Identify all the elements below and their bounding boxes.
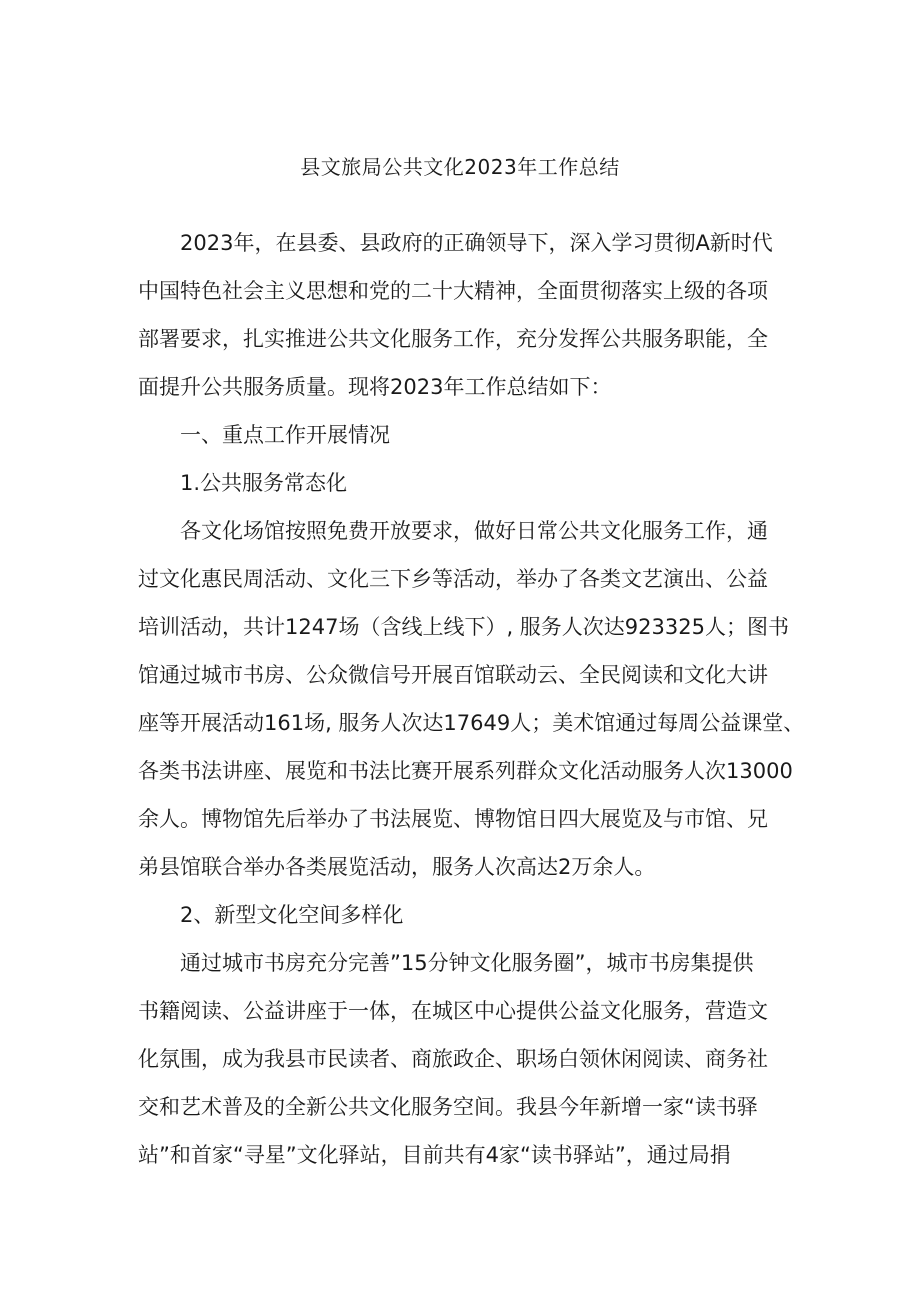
document-title: 县文旅局公共文化2023年工作总结 — [300, 155, 620, 179]
paragraph-line: 中国特色社会主义思想和党的二十大精神，全面贯彻落实上级的各项 — [138, 279, 768, 303]
paragraph-line: 培训活动，共计1247场（含线上线下）, 服务人次达923325人；图书 — [138, 615, 789, 639]
paragraph-line: 面提升公共服务质量。现将2023年工作总结如下： — [138, 375, 612, 399]
paragraph-line: 余人。博物馆先后举办了书法展览、博物馆日四大展览及与市馆、兄 — [138, 807, 768, 831]
section-heading: 一、重点工作开展情况 — [180, 423, 390, 447]
paragraph-line: 部署要求，扎实推进公共文化服务工作，充分发挥公共服务职能，全 — [138, 327, 768, 351]
paragraph-line: 通过城市书房充分完善”15分钟文化服务圈”，城市书房集提供 — [180, 951, 754, 975]
paragraph-line: 馆通过城市书房、公众微信号开展百馆联动云、全民阅读和文化大讲 — [138, 663, 768, 687]
paragraph-line: 书籍阅读、公益讲座于一体，在城区中心提供公益文化服务，营造文 — [138, 999, 768, 1023]
paragraph-line: 各类书法讲座、展览和书法比赛开展系列群众文化活动服务人次13000 — [138, 759, 793, 783]
paragraph-line: 交和艺术普及的全新公共文化服务空间。我县今年新增一家“读书驿 — [138, 1095, 758, 1119]
subsection-heading: 1.公共服务常态化 — [180, 471, 348, 495]
paragraph-line: 过文化惠民周活动、文化三下乡等活动，举办了各类文艺演出、公益 — [138, 567, 768, 591]
paragraph-line: 各文化场馆按照免费开放要求，做好日常公共文化服务工作，通 — [180, 519, 768, 543]
paragraph-line: 弟县馆联合举办各类展览活动，服务人次高达2万余人。 — [138, 855, 656, 879]
paragraph-line: 2023年，在县委、县政府的正确领导下，深入学习贯彻A新时代 — [180, 231, 773, 255]
paragraph-line: 站”和首家“寻星”文化驿站，目前共有4家“读书驿站”，通过局捐 — [138, 1143, 731, 1167]
subsection-heading: 2、新型文化空间多样化 — [180, 903, 404, 927]
paragraph-line: 化氛围，成为我县市民读者、商旅政企、职场白领休闲阅读、商务社 — [138, 1047, 768, 1071]
paragraph-line: 座等开展活动161场, 服务人次达17649人；美术馆通过每周公益课堂、 — [138, 711, 805, 735]
